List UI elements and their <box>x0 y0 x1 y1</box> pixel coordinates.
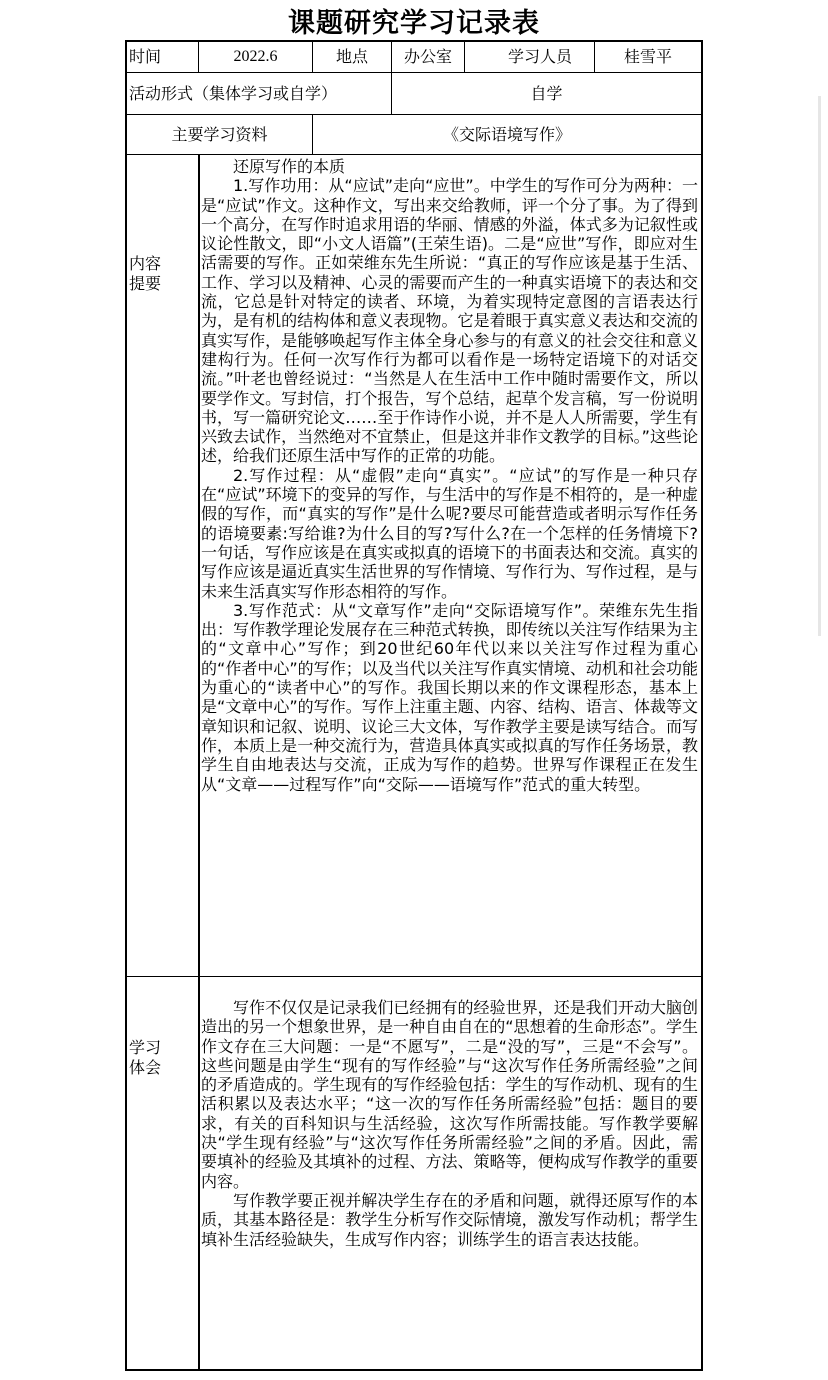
time-label: 时间 <box>129 47 162 66</box>
content-paragraph: 3.写作范式：从“文章写作”走向“交际语境写作”。荣维东先生指出：写作教学理论发展存在三种范式转换，即传统以关注写作结果为主的“文章中心”写作；到20世纪60年代以来以关注写作过程为重心的“作者中心”的写作；以及当代以关注写作真实情境、动机和社会功能为重心的“读者中心”的写作。我国长期以来的作文课程形态，基本上是“文章中心”的写作。写作上注重主题、内容、结构、语言、体裁等文章知识和记叙、说明、议论三大文体，写作教学主要是读写结合。而写作，本质上是一种交流行为，营造具体真实或拟真的写作任务场景，教学生自由地表达与交流，正成为写作的趋势。世界写作课程正在发生从“文章——过程写作”向“交际——语境写作”范式的重大转型。 <box>201 600 698 794</box>
content-label-line2: 提要 <box>129 274 162 293</box>
content-paragraph: 2.写作过程：从“虚假”走向“真实”。“应试”的写作是一种只存在“应试”环境下的变异的写作，与生活中的写作是不相符的，是一种虚假的写作，而“真实的写作”是什么呢?要尽可能营造或者明示写作任务的语境要素:写给谁?为什么目的写?写什么?在一个怎样的任务情境下?一句话，写作应该是在真实或拟真的语境下的书面表达和交流。真实的写作应该是逼近真实生活世界的写作情境、写作行为、写作过程，是与未来生活真实写作形态相符的写作。 <box>201 465 698 601</box>
content-paragraph: 1.写作功用：从“应试”走向“应世”。中学生的写作可分为两种：一是“应试”作文。这种作文，写出来交给教师，评一个分了事。为了得到一个高分，在写作时追求用语的华丽、情感的外溢，体式多为记叙性或议论性散文，即“小文人语篇”(王荣生语)。二是“应世”写作，即应对生活需要的写作。正如荣维东先生所说：“真正的写作应该是基于生活、工作、学习以及精神、心灵的需要而产生的一种真实语境下的表达和交流，它总是针对特定的读者、环境，为着实现特定意图的言语表达行为，是有机的结构体和意义表现物。它是着眼于真实意义表达和交流的真实写作，是能够唤起写作主体全身心参与的有意义的社会交往和意义建构行为。任何一次写作行为都可以看作是一场特定语境下的对话交流。”叶老也曾经说过：“当然是人在生活中工作中随时需要作文，所以要学作文。写封信，打个报告，写个总结，起草个发言稿，写一份说明书，写一篇研究论文……至于作诗作小说，并不是人人所需要，学生有兴致去试作，当然绝对不宜禁止，但是这并非作文教学的目标。”这些论述，给我们还原生活中写作的正常的功能。 <box>201 176 698 466</box>
content-heading: 还原写作的本质 <box>233 157 346 176</box>
person-value: 桂雪平 <box>623 47 672 66</box>
place-value: 办公室 <box>403 47 452 66</box>
page-title: 课题研究学习记录表 <box>288 8 540 39</box>
material-value: 《交际语境写作》 <box>442 124 571 144</box>
reflection-label <box>129 1038 161 1078</box>
activity-label: 活动形式（集体学习或自学） <box>129 83 338 103</box>
reflection-label-line1: 学习 <box>129 1038 162 1057</box>
scrollbar-track[interactable] <box>818 96 821 636</box>
content-summary <box>201 157 698 794</box>
reflection-body <box>201 998 698 1249</box>
reflection-paragraph: 写作不仅仅是记录我们已经拥有的经验世界，还是我们开动大脑创造出的另一个想象世界，是一种自由自在的“思想着的生命形态”。学生作文存在三大问题：一是“不愿写”，二是“没的写”，三是“不会写”。这些问题是由学生“现有的写作经验”与“这次写作任务所需经验”之间的矛盾造成的。学生现有的写作经验包括：学生的写作动机、现有的生活积累以及表达水平；“这一次的写作任务所需经验”包括：题目的要求，有关的百科知识与生活经验，这次写作所需技能。写作教学要解决“学生现有经验”与“这次写作任务所需经验”之间的矛盾。因此，需要填补的经验及其填补的过程、方法、策略等，便构成写作教学的重要内容。 <box>201 998 698 1191</box>
time-value: 2022.6 <box>233 48 278 65</box>
content-label-line1: 内容 <box>129 254 162 273</box>
reflection-paragraph: 写作教学要正视并解决学生存在的矛盾和问题，就得还原写作的本质，其基本路径是：教学生分析写作交际情境，激发写作动机；帮学生填补生活经验缺失，生成写作内容；训练学生的语言表达技能。 <box>201 1190 698 1249</box>
person-label: 学习人员 <box>507 47 572 66</box>
material-label: 主要学习资料 <box>171 124 268 144</box>
activity-value: 自学 <box>530 83 563 103</box>
content-label <box>129 254 161 294</box>
reflection-label-line2: 体会 <box>129 1058 162 1077</box>
place-label: 地点 <box>335 47 368 66</box>
